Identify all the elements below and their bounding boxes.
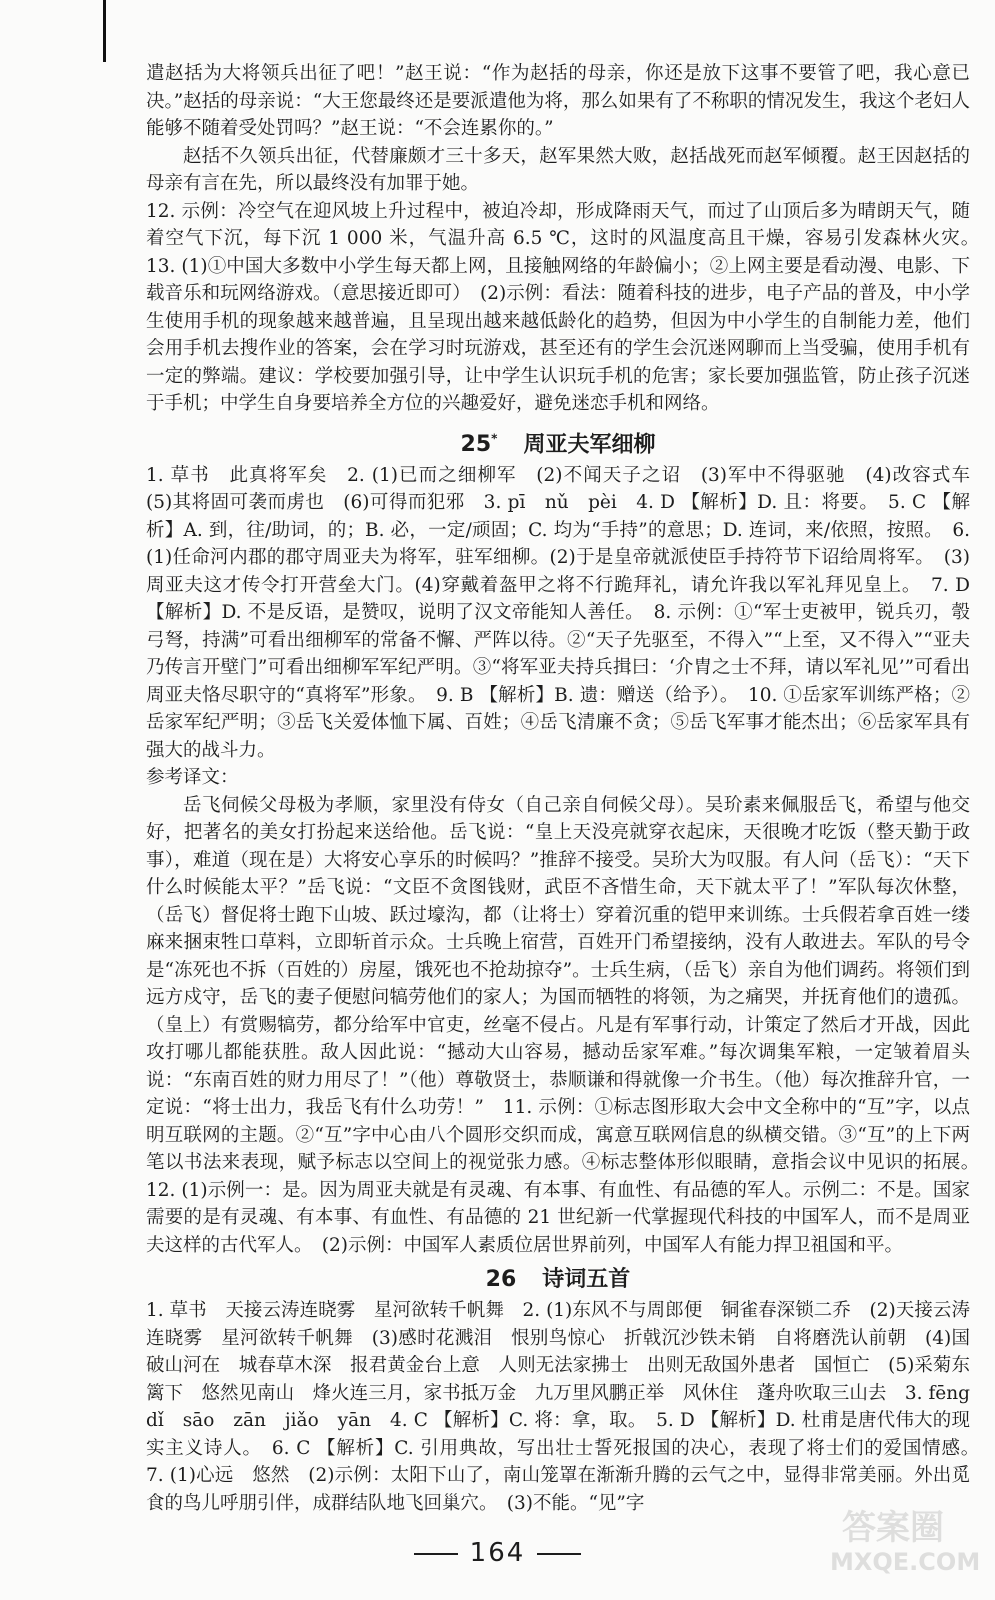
page-number-value: 164 bbox=[469, 1538, 526, 1568]
watermark-corner: 答案圈 bbox=[842, 1508, 944, 1548]
page-number bbox=[0, 1538, 995, 1568]
section-25-name: 周亚夫军细柳 bbox=[523, 431, 656, 457]
section-26-name: 诗词五首 bbox=[542, 1267, 631, 1293]
page-number-right-dash bbox=[537, 1553, 581, 1555]
watermark-site: MXQE.COM bbox=[830, 1548, 981, 1576]
document-page bbox=[146, 60, 989, 1517]
section-25-mark: * bbox=[491, 431, 498, 446]
reference-translation: 岳飞伺候父母极为孝顺，家里没有侍女（自己亲自伺候父母）。吴玠素来佩服岳飞，希望与他交好，把著名的美女打扮起来送给他。岳飞说：“皇上天没亮就穿衣起床，天很晚才吃饭（整天勤于政事），难道（现在是）大将安心享乐的时候吗？”推辞不接受。吴玠大为叹服。有人问（岳飞）：“天下什么时候能太平？”岳飞说：“文臣不贪图钱财，武臣不吝惜生命，天下就太平了！”军队每次休整，（岳飞）督促将士跑下山坡、跃过壕沟，都（让将士）穿着沉重的铠甲来训练。士兵假若拿百姓一缕麻来捆束牲口草料，立即斩首示众。士兵晚上宿营，百姓开门希望接纳，没有人敢进去。军队的号令是“冻死也不拆（百姓的）房屋，饿死也不抢劫掠夺”。士兵生病，（岳飞）亲自为他们调药。将领们到远方戍守，岳飞的妻子便慰问犒劳他们的家人；为国而牺牲的将领，为之痛哭，并抚育他们的遗孤。（皇上）有赏赐犒劳，都分给军中官吏，丝毫不侵占。凡是有军事行动，计策定了然后才开战，因此攻打哪儿都能获胜。敌人因此说：“撼动大山容易，撼动岳家军难。”每次调集军粮，一定皱着眉头说：“东南百姓的财力用尽了！”（他）尊敬贤士，恭顺谦和得就像一介书生。（他）每次推辞升官，一定说：“将士出力，我岳飞有什么功劳！” 11. 示例：①标志图形取大会中文全称中的“互”字，以点明互联网的主题。②“互”字中心由八个圆形交织而成，寓意互联网信息的纵横交错。③“互”的上下两笔以书法来表现，赋予标志以空间上的视觉张力感。④标志整体形似眼睛，意指会议中见识的拓展。 12. (1)示例一：是。因为周亚夫就是有灵魂、有本事、有血性、有品德的军人。示例二：不是。国家需要的是有灵魂、有本事、有血性、有品德的 21 世纪新一代掌握现代科技的中国军人，而不是周亚夫这样的古代军人。 (2)示例：中国军人素质位居世界前列，中国军人有能力捍卫祖国和平。 bbox=[146, 794, 989, 1256]
section-25-title bbox=[146, 424, 970, 460]
intro-paragraph-1: 遣赵括为大将领兵出征了吧！”赵王说：“作为赵括的母亲，你还是放下这事不要管了吧，我心意已决。”赵括的母亲说：“大王您最终还是要派遣他为将，那么如果有了不称职的情况发生，我这个老妇人能够不随着受处罚吗？”赵王说：“不会连累你的。” bbox=[146, 63, 970, 139]
section-26-answers: 1. 草书 天接云涛连晓雾 星河欲转千帆舞 2. (1)东风不与周郎便 铜雀春深锁二乔 (2)天接云涛连晓雾 星河欲转千帆舞 (3)感时花溅泪 恨别鸟惊心 折戟沉沙铁未销 自将磨洗认前朝 (4)国破山河在 城春草木深 报君黄金台上意 人则无法家拂士 出则无敌国外患者 国恒亡 (5)采菊东篱下 悠然见南山 烽火连三月，家书抵万金 九万里风鹏正举 风休住 蓬舟吹取三山去 3. fēng dǐ sāo zān jiǎo yān 4. C 【解析】C. 将：拿，取。 5. D 【解析】D. 杜甫是唐代伟大的现实主义诗人。 6. C 【解析】C. 引用典故，写出壮士誓死报国的决心，表现了将士们的爱国情感。 7. (1)心远 悠然 (2)示例：太阳下山了，南山笼罩在渐渐升腾的云气之中，显得非常美丽。外出觅食的鸟儿呼朋引伴，成群结队地飞回巢穴。 (3)不能。“见”字 bbox=[146, 1300, 989, 1514]
page-number-left-dash bbox=[414, 1553, 458, 1555]
answers-12-13: 12. 示例：冷空气在迎风坡上升过程中，被迫冷却，形成降雨天气，而过了山顶后多为晴朗天气，随着空气下沉，每下沉 1 000 米，气温升高 6.5 ℃，这时的风温度高且干燥，容易引发森林火灾。 13. (1)①中国大多数中小学生每天都上网，且接触网络的年龄偏小；②上网主要是看动漫、电影、下载音乐和玩网络游戏。（意思接近即可） (2)示例：看法：随着科技的进步，电子产品的普及，中小学生使用手机的现象越来越普遍，且呈现出越来越低龄化的趋势，但因为中小学生的自制能力差，他们会用手机去搜作业的答案，会在学习时玩游戏，甚至还有的学生会沉迷网聊而上当受骗，使用手机有一定的弊端。建议：学校要加强引导，让中学生认识玩手机的危害；家长要加强监管，防止孩子沉迷于手机；中学生自身要培养全方位的兴趣爱好，避免迷恋手机和网络。 bbox=[146, 200, 989, 414]
section-25-answers: 1. 草书 此真将军矣 2. (1)已而之细柳军 (2)不闻天子之诏 (3)军中不得驱驰 (4)改容式车 (5)其将固可袭而虏也 (6)可得而犯邪 3. pī nǔ pèi 4. D 【解析】D. 且：将要。 5. C 【解析】A. 到，往/助词，的；B. 必，一定/顽固；C. 均为“手持”的意思；D. 连词，来/依照，按照。 6. (1)任命河内郡的郡守周亚夫为将军，驻军细柳。(2)于是皇帝就派使臣手持符节下诏给周将军。 (3)周亚夫这才传令打开营垒大门。(4)穿戴着盔甲之将不行跪拜礼，请允许我以军礼拜见皇上。 7. D 【解析】D. 不是反语，是赞叹，说明了汉文帝能知人善任。 8. 示例：①“军士吏被甲，锐兵刃，彀弓弩，持满”可看出细柳军的常备不懈、严阵以待。②“天子先驱至，不得入”“上至，又不得入”“亚夫乃传言开壁门”可看出细柳军军纪严明。③“将军亚夫持兵揖曰：‘介胄之士不拜，请以军礼见’”可看出周亚夫恪尽职守的“真将军”形象。 9. B 【解析】B. 遗：赠送（给予）。 10. ①岳家军训练严格；②岳家军纪严明；③岳飞关爱体恤下属、百姓；④岳飞清廉不贪；⑤岳飞军事才能杰出；⑥岳家军具有强大的战斗力。 bbox=[146, 464, 989, 761]
section-25-number: 25 bbox=[460, 431, 492, 457]
section-26-number: 26 bbox=[485, 1267, 517, 1293]
section-26-title bbox=[146, 1265, 970, 1295]
intro-paragraph-2: 赵括不久领兵出征，代替廉颇才三十多天，赵军果然大败，赵括战死而赵军倾覆。赵王因赵括的母亲有言在先，所以最终没有加罪于她。 bbox=[146, 145, 970, 194]
reference-translation-label: 参考译文： bbox=[146, 767, 239, 789]
binding-line bbox=[103, 0, 106, 62]
